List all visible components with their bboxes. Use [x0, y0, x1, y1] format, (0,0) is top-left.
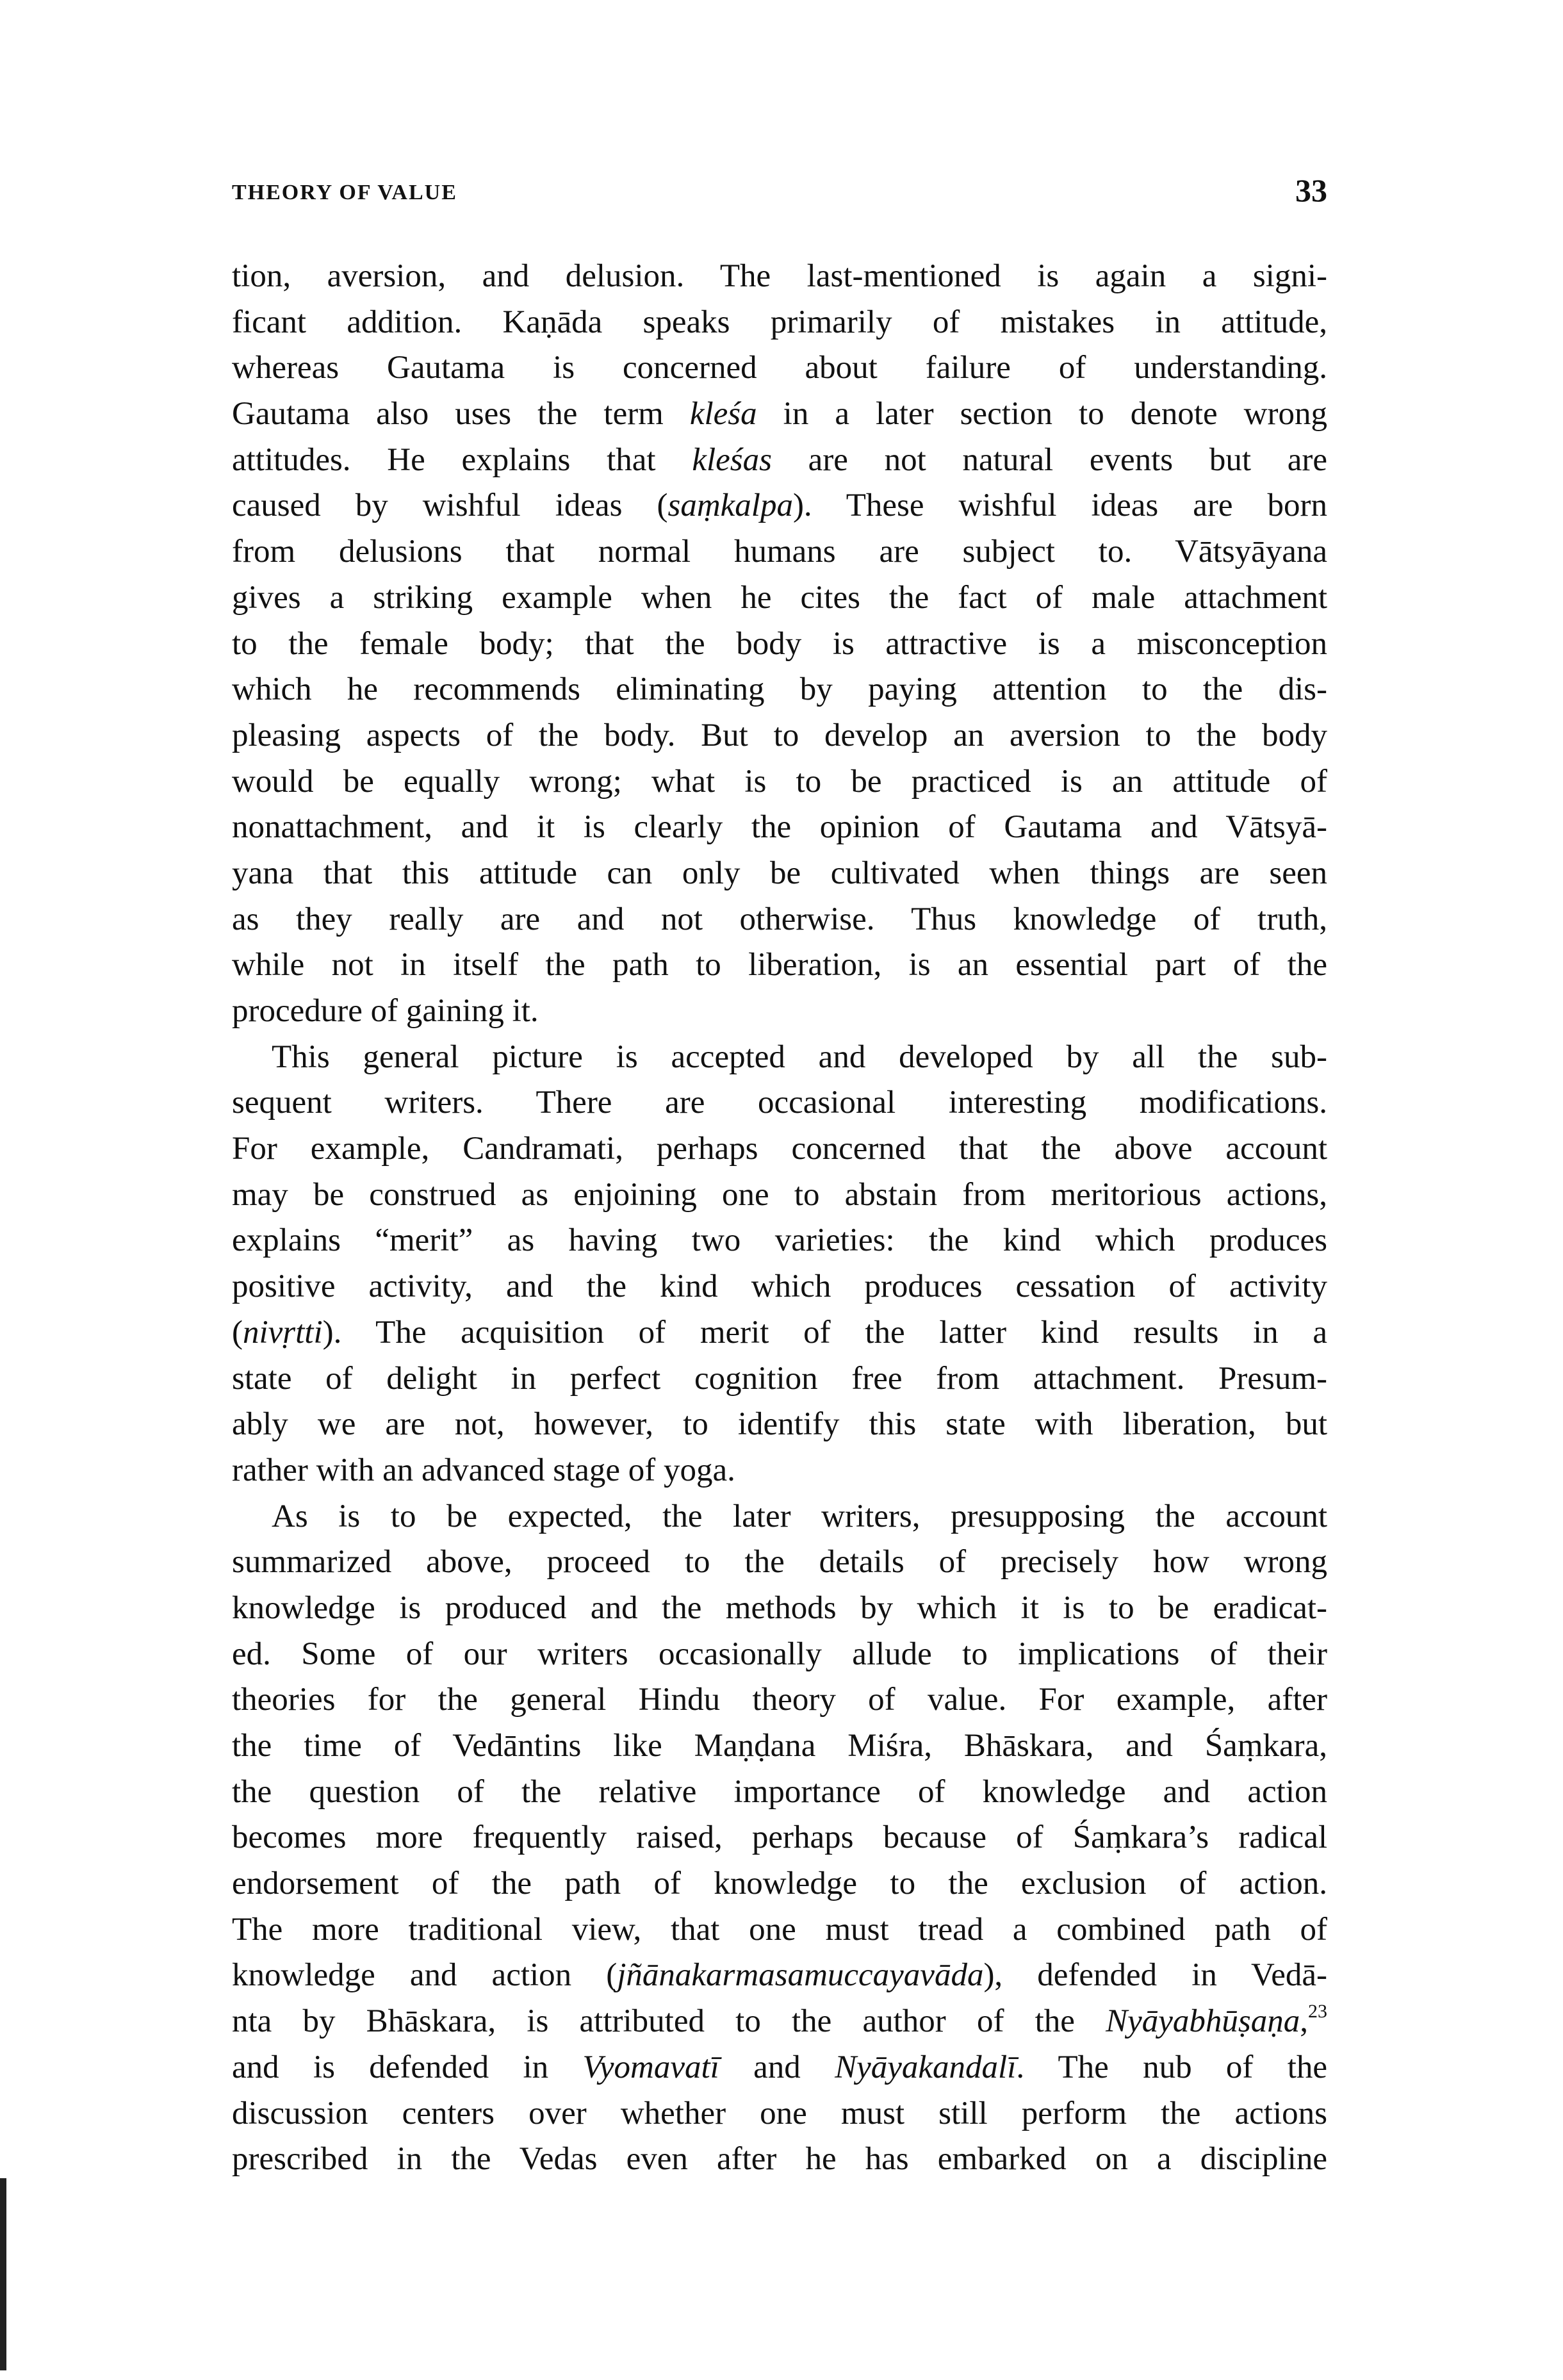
text-line	[232, 483, 1327, 529]
line-content	[232, 529, 1327, 575]
line-content	[232, 759, 1327, 805]
line-content	[232, 1861, 1327, 1907]
text-run: (	[232, 1314, 243, 1350]
text-run: . The nub of the	[1016, 2049, 1327, 2085]
line-content	[232, 345, 1327, 391]
text-run: and is defended in	[232, 2049, 583, 2085]
text-run: procedure of gaining it.	[232, 993, 539, 1029]
line-content	[232, 1172, 1327, 1219]
line-content	[232, 1448, 1327, 1494]
line-content	[232, 391, 1327, 438]
text-line	[232, 851, 1327, 897]
line-content	[272, 1035, 1327, 1081]
text-run: ). These wishful ideas are born	[792, 488, 1327, 524]
text-line	[232, 897, 1327, 943]
line-content	[232, 1126, 1327, 1172]
text-line	[232, 1264, 1327, 1310]
line-content	[232, 1402, 1327, 1448]
italic-term: Nyāyakandalī	[835, 2049, 1017, 2085]
text-run: and	[719, 2049, 835, 2085]
text-line	[232, 254, 1327, 300]
text-run: becomes more frequently raised, perhaps because of Śaṃkara’s radical	[232, 1819, 1327, 1856]
text-line	[232, 345, 1327, 391]
text-line	[232, 438, 1327, 484]
text-line	[232, 1080, 1327, 1126]
text-line	[232, 713, 1327, 759]
line-content	[232, 1953, 1327, 1999]
text-line	[232, 1172, 1327, 1219]
text-line	[232, 1861, 1327, 1907]
text-line	[232, 1539, 1327, 1586]
text-run: sequent writers. There are occasional interesting modifications.	[232, 1085, 1327, 1121]
text-run: whereas Gautama is concerned about failure of understanding.	[232, 350, 1327, 386]
text-line	[232, 1815, 1327, 1861]
text-run: from delusions that normal humans are subject to. Vātsyāyana	[232, 534, 1327, 570]
footnote-ref: 23	[1308, 2001, 1327, 2023]
text-run: This general picture is accepted and developed by all the sub-	[272, 1038, 1327, 1075]
line-content	[232, 1907, 1327, 1953]
line-content	[232, 1264, 1327, 1310]
text-line	[232, 1402, 1327, 1448]
line-content	[232, 1080, 1327, 1126]
text-line	[232, 1769, 1327, 1816]
text-run: ficant addition. Kaṇāda speaks primarily of mistakes in attitude,	[232, 304, 1327, 340]
text-run: nta by Bhāskara, is attributed to the author of the	[232, 2003, 1106, 2040]
line-content	[232, 438, 1327, 484]
text-run: ably we are not, however, to identify this state with liberation, but	[232, 1406, 1327, 1443]
text-line	[232, 529, 1327, 575]
text-run: tion, aversion, and delusion. The last-mentioned is again a signi-	[232, 258, 1327, 294]
text-run: theories for the general Hindu theory of value. For example, after	[232, 1682, 1327, 1718]
line-content	[232, 1769, 1327, 1816]
italic-term: Vyomavatī	[582, 2049, 719, 2085]
line-content	[232, 2045, 1327, 2091]
line-content	[232, 300, 1327, 346]
text-run: would be equally wrong; what is to be practiced is an attitude of	[232, 763, 1327, 800]
line-content	[232, 1539, 1327, 1586]
text-line	[232, 1310, 1327, 1356]
text-line	[232, 1677, 1327, 1723]
text-line	[232, 1723, 1327, 1769]
text-line	[232, 300, 1327, 346]
text-run: as they really are and not otherwise. Thus knowledge of truth,	[232, 901, 1327, 937]
text-line	[232, 1218, 1327, 1264]
text-run: while not in itself the path to liberation, is an essential part of the	[232, 947, 1327, 983]
line-content	[232, 575, 1327, 621]
page-number: 33	[1295, 172, 1327, 208]
text-line	[232, 575, 1327, 621]
italic-term: kleśa	[689, 396, 757, 432]
line-content	[232, 2137, 1327, 2183]
text-line	[232, 2091, 1327, 2137]
line-content	[232, 1815, 1327, 1861]
text-run: For example, Candramati, perhaps concerned that the above account	[232, 1131, 1327, 1167]
running-title: THEORY OF VALUE	[232, 181, 457, 204]
text-line	[232, 759, 1327, 805]
line-content	[232, 1999, 1327, 2045]
text-run: prescribed in the Vedas even after he has embarked on a discipline	[232, 2141, 1327, 2178]
text-run: to the female body; that the body is attractive is a misconception	[232, 625, 1327, 662]
text-run: the question of the relative importance of knowledge and action	[232, 1773, 1327, 1810]
text-line	[232, 1999, 1327, 2045]
text-run: state of delight in perfect cognition free from attachment. Presum-	[232, 1360, 1327, 1397]
text-line	[232, 391, 1327, 438]
text-run: rather with an advanced stage of yoga.	[232, 1452, 735, 1488]
text-line	[232, 1586, 1327, 1632]
line-content	[232, 989, 1327, 1035]
text-run: ), defended in Vedā-	[983, 1957, 1327, 1994]
line-content	[232, 942, 1327, 989]
line-content	[232, 1723, 1327, 1769]
text-run: nonattachment, and it is clearly the opinion of Gautama and Vātsyā-	[232, 809, 1327, 846]
text-run: discussion centers over whether one must still perform the actions	[232, 2095, 1327, 2131]
text-run: caused by wishful ideas (	[232, 488, 668, 524]
text-run: may be construed as enjoining one to abstain from meritorious actions,	[232, 1176, 1327, 1213]
text-line	[232, 2137, 1327, 2183]
line-content	[232, 1632, 1327, 1678]
text-run: endorsement of the path of knowledge to the exclusion of action.	[232, 1866, 1327, 1902]
line-content	[232, 1677, 1327, 1723]
line-content	[232, 1356, 1327, 1402]
italic-term: Nyāyabhūṣaṇa	[1106, 2003, 1300, 2040]
text-run: The more traditional view, that one must tread a combined path of	[232, 1911, 1327, 1948]
line-content	[232, 621, 1327, 668]
text-run: are not natural events but are	[771, 441, 1328, 478]
text-run: which he recommends eliminating by paying attention to the dis-	[232, 671, 1327, 708]
text-run: explains “merit” as having two varieties: the kind which produces	[232, 1222, 1327, 1259]
text-run: ,	[1300, 2003, 1308, 2040]
text-line	[232, 1632, 1327, 1678]
text-line	[232, 942, 1327, 989]
text-line	[232, 621, 1327, 668]
text-run: As is to be expected, the later writers, presupposing the account	[272, 1498, 1327, 1534]
running-header	[232, 172, 1327, 210]
text-line	[232, 1953, 1327, 1999]
text-run: ). The acquisition of merit of the latter kind results in a	[322, 1314, 1327, 1350]
text-run: knowledge is produced and the methods by which it is to be eradicat-	[232, 1589, 1327, 1626]
line-content	[232, 254, 1327, 300]
line-content	[232, 667, 1327, 713]
text-line	[232, 1356, 1327, 1402]
text-line	[232, 667, 1327, 713]
line-content	[232, 2091, 1327, 2137]
text-run: positive activity, and the kind which produces cessation of activity	[232, 1268, 1327, 1305]
text-run: knowledge and action (	[232, 1957, 618, 1994]
line-content	[232, 1218, 1327, 1264]
scan-edge-mark	[0, 2178, 6, 2370]
text-line	[232, 1494, 1327, 1540]
text-run: ed. Some of our writers occasionally allude to implications of their	[232, 1636, 1327, 1672]
text-run: the time of Vedāntins like Maṇḍana Miśra, Bhāskara, and Śaṃkara,	[232, 1728, 1327, 1764]
line-content	[232, 851, 1327, 897]
text-run: yana that this attitude can only be cultivated when things are seen	[232, 855, 1327, 891]
line-content	[232, 1586, 1327, 1632]
body-text	[232, 254, 1327, 2183]
text-run: Gautama also uses the term	[232, 396, 690, 432]
text-line	[232, 989, 1327, 1035]
text-run: pleasing aspects of the body. But to develop an aversion to the body	[232, 717, 1327, 753]
text-line	[232, 1907, 1327, 1953]
line-content	[232, 483, 1327, 529]
text-run: attitudes. He explains that	[232, 441, 692, 478]
text-line	[232, 2045, 1327, 2091]
text-line	[232, 805, 1327, 851]
italic-term: nivṛtti	[242, 1314, 323, 1350]
text-run: summarized above, proceed to the details of precisely how wrong	[232, 1544, 1327, 1580]
line-content	[232, 1310, 1327, 1356]
line-content	[272, 1494, 1327, 1540]
text-run: gives a striking example when he cites the fact of male attachment	[232, 579, 1327, 616]
line-content	[232, 805, 1327, 851]
text-line	[232, 1126, 1327, 1172]
italic-term: jñānakarmasamuccayavāda	[617, 1957, 984, 1994]
text-line	[232, 1448, 1327, 1494]
italic-term: saṃkalpa	[667, 488, 793, 524]
text-run: in a later section to denote wrong	[757, 396, 1327, 432]
italic-term: kleśas	[692, 441, 772, 478]
line-content	[232, 897, 1327, 943]
text-line	[232, 1035, 1327, 1081]
line-content	[232, 713, 1327, 759]
